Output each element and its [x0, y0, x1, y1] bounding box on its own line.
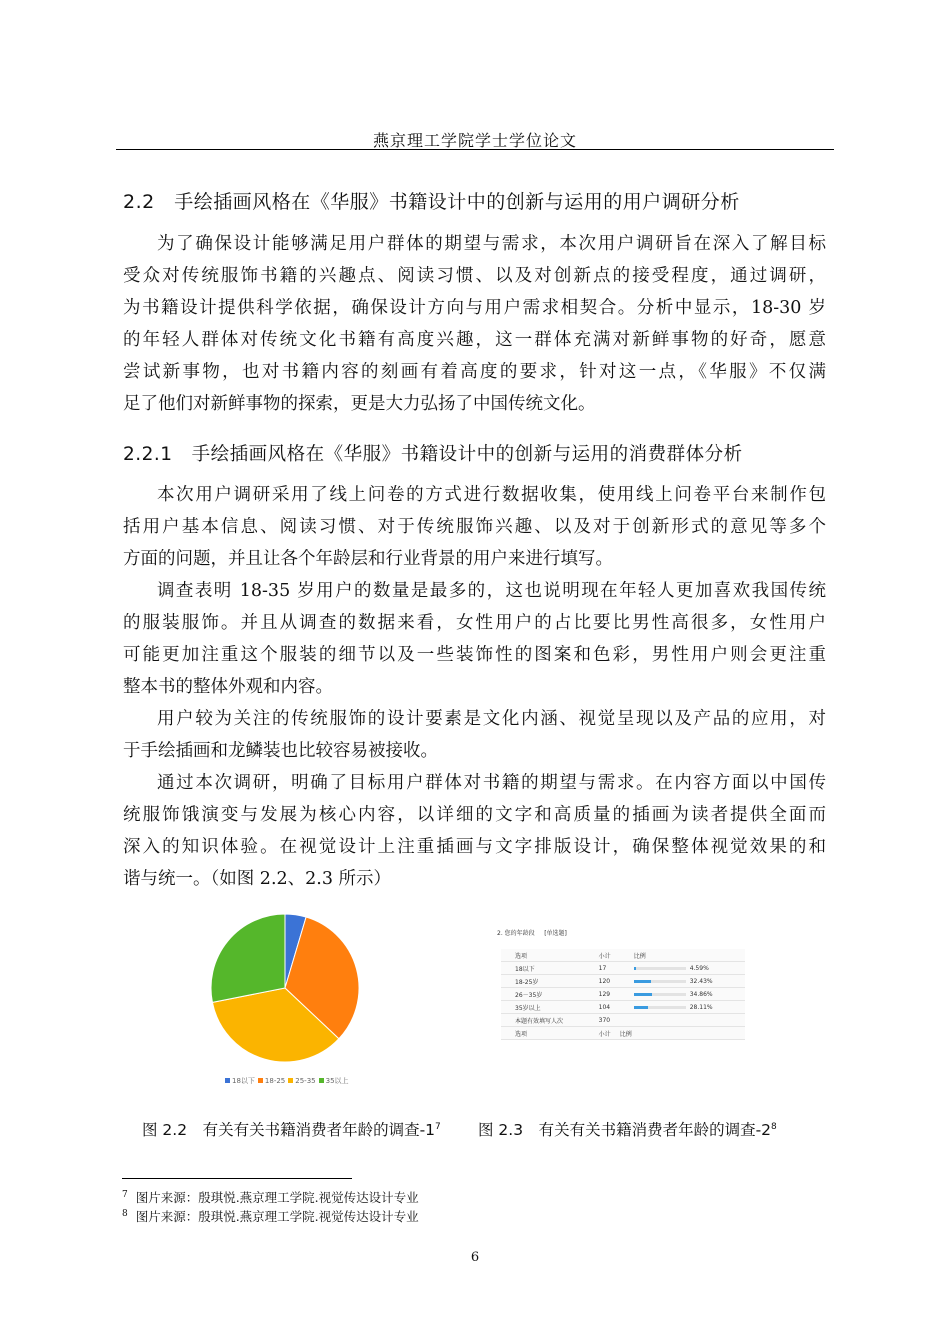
survey-result-table [497, 928, 747, 1040]
legend-label: 25-35 [295, 1077, 316, 1085]
footnote-8 [122, 1207, 419, 1225]
ratio-pct: 4.59% [689, 964, 709, 972]
table-header-row [501, 949, 745, 962]
text-line: 谐与统一。（如图 2.2、2.3 所示） [123, 869, 392, 889]
text-line: 为了确保设计能够满足用户群体的期望与需求，本次用户调研旨在深入了解目标 [157, 234, 826, 254]
text-line: 本次用户调研采用了线上问卷的方式进行数据收集，使用线上问卷平台来制作包 [157, 485, 826, 505]
row-ratio [620, 975, 745, 988]
ratio-bar [634, 993, 686, 996]
section-heading-2-2-1: 2.2.1 手绘插画风格在《华服》书籍设计中的创新与运用的消费群体分析 [123, 444, 743, 465]
text-line: 整本书的整体外观和内容。 [123, 677, 333, 697]
ratio-pct: 32.43% [689, 977, 713, 985]
text-line: 的服装服饰。并且从调查的数据来看，女性用户的占比要比男性高很多，女性用户 [123, 613, 826, 633]
figure-caption-2-2 [142, 1118, 441, 1140]
text-line: 调查表明 18-35 岁用户的数量是最多的，这也说明现在年轻人更加喜欢我国传统 [157, 581, 826, 601]
legend-swatch [288, 1078, 293, 1083]
row-option: 18以下 [501, 962, 585, 975]
table-row [501, 962, 745, 975]
table-row [501, 975, 745, 988]
age-pie-chart [205, 908, 365, 1068]
table-footer-row [501, 1027, 745, 1040]
pie-legend [222, 1076, 349, 1086]
figure-caption-2-3 [478, 1118, 777, 1140]
footer-ratio: 比例 [620, 1027, 745, 1040]
footnote-7 [122, 1188, 419, 1206]
header-ratio: 比例 [620, 949, 745, 962]
text-line: 通过本次调研，明确了目标用户群体对书籍的期望与需求。在内容方面以中国传 [157, 773, 826, 793]
text-line: 用户较为关注的传统服饰的设计要素是文化内涵、视觉呈现以及产品的应用，对 [157, 709, 826, 729]
legend-label: 18-25 [264, 1077, 286, 1085]
total-label: 本题有效填写人次 [501, 1014, 585, 1027]
legend-swatch [225, 1078, 230, 1083]
text-line: 深入的知识体验。在视觉设计上注重插画与文字排版设计，确保整体视觉效果的和 [123, 837, 826, 857]
text-line: 足了他们对新鲜事物的探索，更是大力弘扬了中国传统文化。 [123, 394, 596, 414]
text-line: 尝试新事物，也对书籍内容的刻画有着高度的要求，针对这一点，《华服》不仅满 [123, 362, 826, 382]
table-total-row [501, 1014, 745, 1027]
legend-label: 18以下 [232, 1077, 255, 1085]
pie-slice-3 [211, 914, 285, 1002]
footnote-ref: 7 [435, 1121, 441, 1132]
section-heading-2-2: 2.2 手绘插画风格在《华服》书籍设计中的创新与运用的用户调研分析 [123, 191, 740, 213]
ratio-pct: 28.11% [689, 1003, 713, 1011]
header-option: 选项 [501, 949, 585, 962]
text-line: 可能更加注重这个服装的细节以及一些装饰性的图案和色彩，男性用户则会更注重 [123, 645, 826, 665]
row-option: 26－35岁 [501, 988, 585, 1001]
ratio-pct: 34.86% [689, 990, 713, 998]
survey-type: [单选题] [544, 930, 567, 937]
ratio-bar [634, 980, 686, 983]
row-ratio [620, 962, 745, 975]
survey-question: 2. 您的年龄段 [497, 930, 535, 937]
row-count: 17 [585, 962, 620, 975]
legend-label: 35以上 [325, 1077, 349, 1085]
row-count: 104 [585, 1001, 620, 1014]
footer-option: 选项 [501, 1027, 585, 1040]
table-row [501, 988, 745, 1001]
row-count: 129 [585, 988, 620, 1001]
header-count: 小计 [585, 949, 620, 962]
caption-text: 图 2.2 有关有关书籍消费者年龄的调查-1 [142, 1121, 436, 1139]
text-line: 方面的问题，并且让各个年龄层和行业背景的用户来进行填写。 [123, 549, 613, 569]
text-line: 括用户基本信息、阅读习惯、对于传统服饰兴趣、以及对于创新形式的意见等多个 [123, 517, 826, 537]
legend-swatch [258, 1078, 263, 1083]
legend-swatch [319, 1078, 324, 1083]
text-line: 于手绘插画和龙鳞装也比较容易被接收。 [123, 741, 438, 761]
running-header: 燕京理工学院学士学位论文 [372, 131, 577, 150]
text-line: 统服饰饿演变与发展为核心内容，以详细的文字和高质量的插画为读者提供全面而 [123, 805, 826, 825]
page-number: 6 [470, 1250, 480, 1265]
ratio-bar [634, 1006, 686, 1009]
row-ratio [620, 988, 745, 1001]
row-count: 120 [585, 975, 620, 988]
text-line: 受众对传统服饰书籍的兴趣点、阅读习惯、以及对创新点的接受程度，通过调研， [123, 266, 826, 286]
table-row [501, 1001, 745, 1014]
row-ratio [620, 1001, 745, 1014]
footer-count: 小计 [585, 1027, 620, 1040]
text-line: 的年轻人群体对传统文化书籍有高度兴趣，这一群体充满对新鲜事物的好奇，愿意 [123, 330, 826, 350]
header-rule [116, 149, 834, 150]
footnote-text: 图片来源：殷琪悦.燕京理工学院.视觉传达设计专业 [135, 1209, 419, 1224]
footnote-num: 7 [122, 1189, 128, 1200]
total-value: 370 [585, 1014, 620, 1027]
footnote-ref: 8 [771, 1121, 777, 1132]
footnote-num: 8 [122, 1208, 128, 1219]
ratio-bar [634, 967, 686, 970]
footnote-rule [122, 1178, 352, 1179]
caption-text: 图 2.3 有关有关书籍消费者年龄的调查-2 [478, 1121, 772, 1139]
text-line: 为书籍设计提供科学依据，确保设计方向与用户需求相契合。分析中显示，18-30 岁 [123, 298, 826, 318]
footnote-text: 图片来源：殷琪悦.燕京理工学院.视觉传达设计专业 [135, 1190, 419, 1205]
row-option: 35岁以上 [501, 1001, 585, 1014]
row-option: 18-25岁 [501, 975, 585, 988]
